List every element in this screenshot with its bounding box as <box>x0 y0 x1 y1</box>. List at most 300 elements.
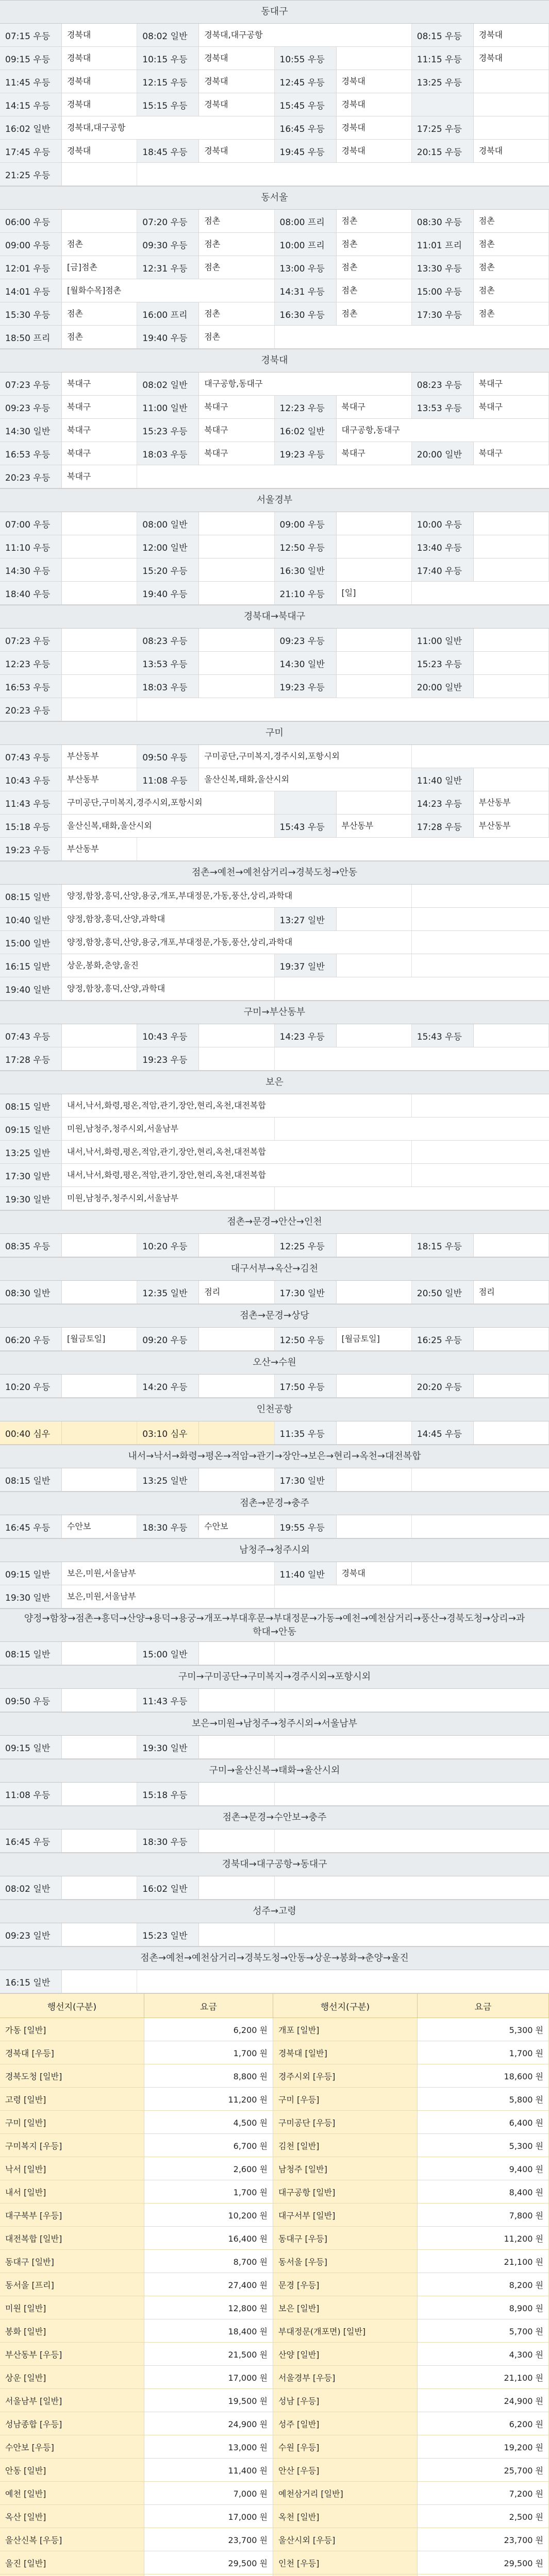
fare-destination: 서울경부 [우등] <box>273 2366 418 2388</box>
section-title: 남청주→청주시외 <box>0 1539 549 1562</box>
departure-cell <box>275 582 412 604</box>
schedule-row <box>0 1117 549 1141</box>
fare-destination: 남청주 [일반] <box>273 2157 418 2180</box>
departure-time: 11:10 우등 <box>0 535 62 558</box>
fare-destination: 개포 [일반] <box>273 2018 418 2041</box>
fare-destination: 경주시외 [우등] <box>273 2064 418 2087</box>
via-stops <box>337 1024 412 1047</box>
fare-destination: 문경 [우등] <box>273 2273 418 2296</box>
departure-time: 12:35 일반 <box>137 1281 199 1303</box>
departure-cell <box>412 140 549 162</box>
schedule-row <box>0 372 549 396</box>
departure-cell <box>412 768 549 791</box>
departure-time: 15:00 일반 <box>0 931 62 954</box>
departure-cell <box>0 1094 412 1117</box>
departure-time: 11:40 일반 <box>275 1562 337 1585</box>
route-section <box>0 1071 549 1210</box>
schedule-row <box>0 558 549 582</box>
departure-cell <box>137 535 274 558</box>
departure-cell <box>0 24 137 46</box>
departure-time: 17:30 일반 <box>275 1468 337 1491</box>
fare-destination: 부산동부 [우등] <box>0 2343 144 2365</box>
via-stops: 양정,함창,흥덕,산양,용궁,개포,부대정문,가동,풍산,상리,과학대 <box>62 931 412 954</box>
departure-cell <box>0 1117 275 1140</box>
departure-cell <box>275 512 412 535</box>
fare-destination: 동서울 [우등] <box>273 2250 418 2273</box>
departure-cell <box>0 1562 275 1585</box>
fare-amount: 6,200 원 <box>144 2018 273 2041</box>
route-section <box>0 1351 549 1398</box>
via-stops: 점촌 <box>337 302 412 325</box>
fare-amount: 1,700 원 <box>144 2041 273 2064</box>
departure-cell <box>275 1468 412 1491</box>
via-stops: 경북대,대구공항 <box>199 24 412 46</box>
via-stops: 점촌 <box>337 279 412 302</box>
departure-cell <box>0 745 137 768</box>
departure-time: 13:40 우등 <box>412 535 474 558</box>
fare-destination: 경북대 [우등] <box>0 2041 144 2064</box>
departure-time: 09:15 일반 <box>0 1117 62 1140</box>
fare-destination: 경북도청 [일반] <box>0 2064 144 2087</box>
departure-time: 19:23 우등 <box>0 838 62 860</box>
via-stops <box>474 629 549 651</box>
departure-cell <box>0 885 412 907</box>
departure-time: 17:50 우등 <box>275 1375 337 1397</box>
departure-time: 12:31 우등 <box>137 256 199 279</box>
departure-cell <box>275 675 412 698</box>
via-stops: 대구공항,동대구 <box>199 372 412 395</box>
fare-amount: 19,500 원 <box>144 2389 273 2412</box>
section-title: 점촌→예천→예천삼거리→경북도청→안동→상운→봉화→춘양→울진 <box>0 1947 549 1970</box>
via-stops <box>337 1468 412 1491</box>
via-stops <box>62 163 137 185</box>
departure-cell <box>275 535 412 558</box>
via-stops: 북대구 <box>62 442 137 465</box>
departure-cell <box>137 1375 274 1397</box>
via-stops <box>199 1468 274 1491</box>
departure-cell <box>275 1375 412 1397</box>
departure-cell <box>412 47 549 70</box>
departure-time: 11:00 일반 <box>412 629 474 651</box>
departure-cell <box>412 116 549 139</box>
fare-row <box>0 2157 549 2180</box>
departure-cell <box>137 419 274 442</box>
departure-time: 10:40 일반 <box>0 908 62 930</box>
departure-cell <box>412 1421 549 1444</box>
section-title: 양정→함창→점촌→흥덕→산양→용덕→용궁→개포→부대후문→부대정문→가동→예천→예천삼거리→풍산→경북도청→상리→과학대→안동 <box>0 1609 549 1642</box>
departure-cell <box>137 652 274 674</box>
departure-time: 19:45 우등 <box>275 140 337 162</box>
via-stops <box>62 1829 137 1852</box>
route-section <box>0 1900 549 1946</box>
via-stops: 경북대 <box>474 140 549 162</box>
departure-cell <box>412 1281 549 1303</box>
departure-time: 19:37 일반 <box>275 954 337 977</box>
via-stops: 부산동부 <box>337 815 412 837</box>
schedule-row <box>0 1689 549 1712</box>
schedule-row <box>0 233 549 256</box>
via-stops: 경북대 <box>62 47 137 70</box>
departure-time: 12:23 우등 <box>275 396 337 418</box>
departure-cell <box>0 1876 137 1899</box>
fare-amount: 21,100 원 <box>418 2250 549 2273</box>
departure-cell <box>275 1024 412 1047</box>
via-stops: 점촌 <box>62 302 137 325</box>
via-stops <box>474 70 549 93</box>
departure-cell <box>0 1328 137 1350</box>
via-stops <box>199 1234 274 1257</box>
departure-time: 10:20 우등 <box>137 1234 199 1257</box>
schedule-row <box>0 1562 549 1585</box>
via-stops: 경북대 <box>62 93 137 116</box>
via-stops: 점촌 <box>199 302 274 325</box>
via-stops <box>62 1281 137 1303</box>
departure-cell <box>137 1281 274 1303</box>
via-stops <box>62 1421 137 1444</box>
departure-time: 13:00 우등 <box>275 256 337 279</box>
departure-cell <box>412 1234 549 1257</box>
via-stops: 북대구 <box>474 372 549 395</box>
departure-cell <box>137 1047 274 1070</box>
departure-time: 16:02 일반 <box>137 1876 199 1899</box>
via-stops <box>62 629 137 651</box>
via-stops: 북대구 <box>474 442 549 465</box>
fare-destination: 동서울 [프리] <box>0 2273 144 2296</box>
departure-cell <box>0 931 412 954</box>
departure-cell <box>0 70 137 93</box>
departure-cell <box>275 116 412 139</box>
via-stops: 점촌 <box>474 210 549 232</box>
via-stops: 점촌 <box>62 326 137 348</box>
via-stops: 부산동부 <box>62 768 137 791</box>
via-stops: 점촌 <box>474 233 549 256</box>
section-title: 서울경부 <box>0 489 549 512</box>
via-stops <box>337 908 412 930</box>
via-stops: 점촌 <box>337 210 412 232</box>
via-stops <box>474 1328 549 1350</box>
departure-time: 15:30 우등 <box>0 302 62 325</box>
departure-time: 17:28 우등 <box>412 815 474 837</box>
departure-cell <box>412 210 549 232</box>
departure-cell <box>412 815 549 837</box>
departure-cell <box>0 1468 137 1491</box>
route-section <box>0 721 549 861</box>
via-stops <box>199 1421 274 1444</box>
departure-time: 14:15 우등 <box>0 93 62 116</box>
fare-row <box>0 2319 549 2343</box>
via-stops <box>199 582 274 604</box>
departure-cell <box>412 93 549 116</box>
departure-time: 12:50 우등 <box>275 1328 337 1350</box>
schedule-row <box>0 1515 549 1538</box>
schedule-row <box>0 1421 549 1445</box>
fare-destination: 상운 [일반] <box>0 2366 144 2388</box>
departure-cell <box>137 1642 274 1665</box>
departure-time: 16:30 우등 <box>275 302 337 325</box>
fare-amount: 11,200 원 <box>418 2227 549 2249</box>
fare-row <box>0 2505 549 2528</box>
via-stops: 미원,남청주,청주시외,서울남부 <box>62 1187 275 1210</box>
via-stops: 경북대 <box>199 47 274 70</box>
via-stops: 경북대 <box>474 24 549 46</box>
fare-destination: 수원 [우등] <box>273 2435 418 2458</box>
via-stops: 경북대 <box>337 140 412 162</box>
departure-time: 19:40 우등 <box>137 582 199 604</box>
fare-row <box>0 2204 549 2227</box>
fare-row <box>0 2134 549 2157</box>
fare-amount: 11,400 원 <box>144 2459 273 2481</box>
departure-cell <box>0 279 275 302</box>
route-section <box>0 1946 549 1993</box>
departure-time: 15:23 우등 <box>137 419 199 442</box>
fare-destination: 고령 [일반] <box>0 2088 144 2110</box>
departure-time: 11:08 우등 <box>137 768 199 791</box>
fare-amount: 18,400 원 <box>144 2319 273 2342</box>
fare-amount: 5,700 원 <box>418 2319 549 2342</box>
via-stops: 점촌 <box>199 233 274 256</box>
schedule-row <box>0 210 549 233</box>
departure-time: 12:15 우등 <box>137 70 199 93</box>
fare-amount: 24,900 원 <box>144 2412 273 2435</box>
via-stops: 북대구 <box>199 419 274 442</box>
via-stops <box>62 558 137 581</box>
departure-time: 14:45 우등 <box>412 1421 474 1444</box>
departure-time: 06:20 우등 <box>0 1328 62 1350</box>
schedule-row <box>0 1736 549 1759</box>
via-stops: 경북대 <box>474 47 549 70</box>
departure-cell <box>275 791 412 814</box>
schedule-row <box>0 1970 549 1993</box>
departure-time: 08:00 일반 <box>137 512 199 535</box>
schedule-row <box>0 885 549 908</box>
departure-time: 14:30 일반 <box>0 419 62 442</box>
route-section <box>0 1304 549 1351</box>
departure-time: 15:20 우등 <box>137 558 199 581</box>
departure-time: 13:53 우등 <box>137 652 199 674</box>
fare-row <box>0 2273 549 2296</box>
departure-time: 09:50 우등 <box>137 745 199 768</box>
fare-row <box>0 2482 549 2505</box>
schedule-row <box>0 791 549 815</box>
via-stops <box>199 512 274 535</box>
departure-time: 19:40 일반 <box>0 977 62 1000</box>
via-stops: 수안보 <box>62 1515 137 1538</box>
departure-time: 18:40 우등 <box>0 582 62 604</box>
departure-time: 17:25 우등 <box>412 116 474 139</box>
departure-cell <box>0 302 137 325</box>
fare-row <box>0 2064 549 2088</box>
route-section <box>0 1853 549 1900</box>
departure-time: 15:15 우등 <box>137 93 199 116</box>
fare-row <box>0 2412 549 2435</box>
departure-cell <box>412 442 549 465</box>
schedule-row <box>0 838 549 861</box>
schedule-row <box>0 419 549 442</box>
departure-cell <box>0 1187 275 1210</box>
departure-time: 10:43 우등 <box>137 1024 199 1047</box>
fare-amount: 23,700 원 <box>144 2528 273 2551</box>
via-stops: 점촌 <box>474 256 549 279</box>
departure-time: 12:00 일반 <box>137 535 199 558</box>
schedule-row <box>0 1187 549 1210</box>
departure-time: 16:53 우등 <box>0 675 62 698</box>
departure-time: 10:20 우등 <box>0 1375 62 1397</box>
schedule-row <box>0 163 549 186</box>
departure-time: 19:55 우등 <box>275 1515 337 1538</box>
via-stops <box>62 1642 137 1665</box>
departure-time: 14:23 우등 <box>412 791 474 814</box>
schedule-row <box>0 1024 549 1047</box>
departure-cell <box>137 768 412 791</box>
via-stops <box>199 1375 274 1397</box>
departure-time: 11:45 우등 <box>0 70 62 93</box>
departure-time: 18:03 우등 <box>137 442 199 465</box>
via-stops <box>199 558 274 581</box>
fare-destination: 경북대 [일반] <box>273 2041 418 2064</box>
fare-destination: 옥산 [일반] <box>0 2505 144 2528</box>
fare-amount: 4,300 원 <box>418 2343 549 2365</box>
via-stops: 구미공단,구미복지,경주시외,포항시외 <box>199 745 412 768</box>
schedule-row <box>0 140 549 163</box>
fare-row <box>0 2343 549 2366</box>
departure-time: 11:08 우등 <box>0 1783 62 1805</box>
via-stops <box>62 1923 137 1946</box>
fare-destination: 동대구 [일반] <box>0 2250 144 2273</box>
departure-cell <box>0 675 137 698</box>
via-stops: 구미공단,구미복지,경주시외,포항시외 <box>62 791 275 814</box>
via-stops <box>474 558 549 581</box>
departure-time: 09:15 일반 <box>0 1562 62 1585</box>
fare-row <box>0 2528 549 2551</box>
via-stops: 수안보 <box>199 1515 274 1538</box>
via-stops <box>62 1689 137 1711</box>
departure-time: 08:00 프리 <box>275 210 337 232</box>
departure-time: 09:20 우등 <box>137 1328 199 1350</box>
departure-time: 06:00 우등 <box>0 210 62 232</box>
fare-row <box>0 2459 549 2482</box>
departure-cell <box>275 279 412 302</box>
route-section <box>0 488 549 605</box>
departure-cell <box>0 1689 137 1711</box>
via-stops: 점촌 <box>474 279 549 302</box>
fare-amount: 29,500 원 <box>418 2551 549 2574</box>
departure-time: 19:23 우등 <box>275 442 337 465</box>
fare-destination: 예천삼거리 [일반] <box>273 2482 418 2504</box>
departure-cell <box>137 210 274 232</box>
fare-row <box>0 2018 549 2041</box>
departure-cell <box>0 1970 137 1993</box>
departure-time: 17:40 우등 <box>412 558 474 581</box>
via-stops <box>474 116 549 139</box>
fare-amount: 8,900 원 <box>418 2296 549 2319</box>
via-stops <box>337 1234 412 1257</box>
departure-cell <box>275 815 412 837</box>
departure-cell <box>0 1047 137 1070</box>
via-stops <box>474 652 549 674</box>
departure-cell <box>412 256 549 279</box>
fare-destination: 구미복지 [우등] <box>0 2134 144 2157</box>
departure-cell <box>275 1515 412 1538</box>
departure-time: 16:45 우등 <box>0 1515 62 1538</box>
fare-amount: 5,300 원 <box>418 2018 549 2041</box>
schedule-row <box>0 279 549 302</box>
fare-destination: 수안보 [우등] <box>0 2435 144 2458</box>
fare-destination: 내서 [일반] <box>0 2180 144 2203</box>
departure-time: 16:15 일반 <box>0 1970 62 1993</box>
fare-amount: 21,100 원 <box>418 2366 549 2388</box>
departure-cell <box>275 256 412 279</box>
departure-cell <box>0 1923 137 1946</box>
departure-cell <box>137 1829 274 1852</box>
departure-cell <box>0 558 137 581</box>
via-stops <box>62 1468 137 1491</box>
departure-time: 14:23 우등 <box>275 1024 337 1047</box>
departure-cell <box>0 815 275 837</box>
fare-amount: 9,400 원 <box>418 2157 549 2180</box>
via-stops <box>337 629 412 651</box>
fare-row <box>0 2227 549 2250</box>
schedule-row <box>0 1047 549 1071</box>
departure-time: 14:30 일반 <box>275 652 337 674</box>
via-stops: 대구공항,동대구 <box>337 419 549 442</box>
departure-time: 07:20 우등 <box>137 210 199 232</box>
via-stops <box>199 1829 274 1852</box>
fare-amount: 21,500 원 <box>144 2343 273 2365</box>
departure-cell <box>275 629 412 651</box>
departure-time: 15:43 우등 <box>412 1024 474 1047</box>
departure-time: 18:50 프리 <box>0 326 62 348</box>
departure-cell <box>275 70 412 93</box>
departure-time: 20:15 우등 <box>412 140 474 162</box>
departure-cell <box>412 652 549 674</box>
fare-amount: 2,600 원 <box>144 2157 273 2180</box>
fare-destination: 보은 [일반] <box>273 2296 418 2319</box>
fare-row <box>0 2296 549 2319</box>
fare-destination: 대전복합 [일반] <box>0 2227 144 2249</box>
via-stops: 내서,낙서,화령,평온,적암,관기,장안,현리,옥천,대전복합 <box>62 1164 412 1187</box>
section-title: 보은 <box>0 1071 549 1094</box>
section-title: 보은→미원→남청주→청주시외→서울남부 <box>0 1713 549 1736</box>
departure-time: 11:35 우등 <box>275 1421 337 1444</box>
schedule-row <box>0 326 549 349</box>
via-stops <box>62 1736 137 1758</box>
departure-time: 08:23 우등 <box>412 372 474 395</box>
via-stops <box>62 1234 137 1257</box>
via-stops <box>199 535 274 558</box>
departure-cell <box>0 1375 137 1397</box>
section-title: 경북대 <box>0 349 549 372</box>
via-stops <box>62 582 137 604</box>
route-section <box>0 605 549 721</box>
departure-cell <box>137 24 412 46</box>
schedule-row <box>0 1783 549 1806</box>
via-stops <box>199 1783 274 1805</box>
departure-time: 09:15 우등 <box>0 47 62 70</box>
departure-time: 11:43 우등 <box>137 1689 199 1711</box>
departure-time: 13:25 우등 <box>412 70 474 93</box>
departure-cell <box>137 558 274 581</box>
departure-cell <box>137 256 274 279</box>
fare-destination: 구미 [우등] <box>273 2088 418 2110</box>
schedule-row <box>0 93 549 116</box>
schedule-row <box>0 745 549 768</box>
departure-cell <box>137 745 412 768</box>
via-stops <box>199 629 274 651</box>
fare-amount: 23,700 원 <box>418 2528 549 2551</box>
via-stops: 내서,낙서,화령,평온,적암,관기,장안,현리,옥천,대전복합 <box>62 1141 412 1163</box>
fare-amount: 8,200 원 <box>418 2273 549 2296</box>
schedule-row <box>0 1164 549 1187</box>
